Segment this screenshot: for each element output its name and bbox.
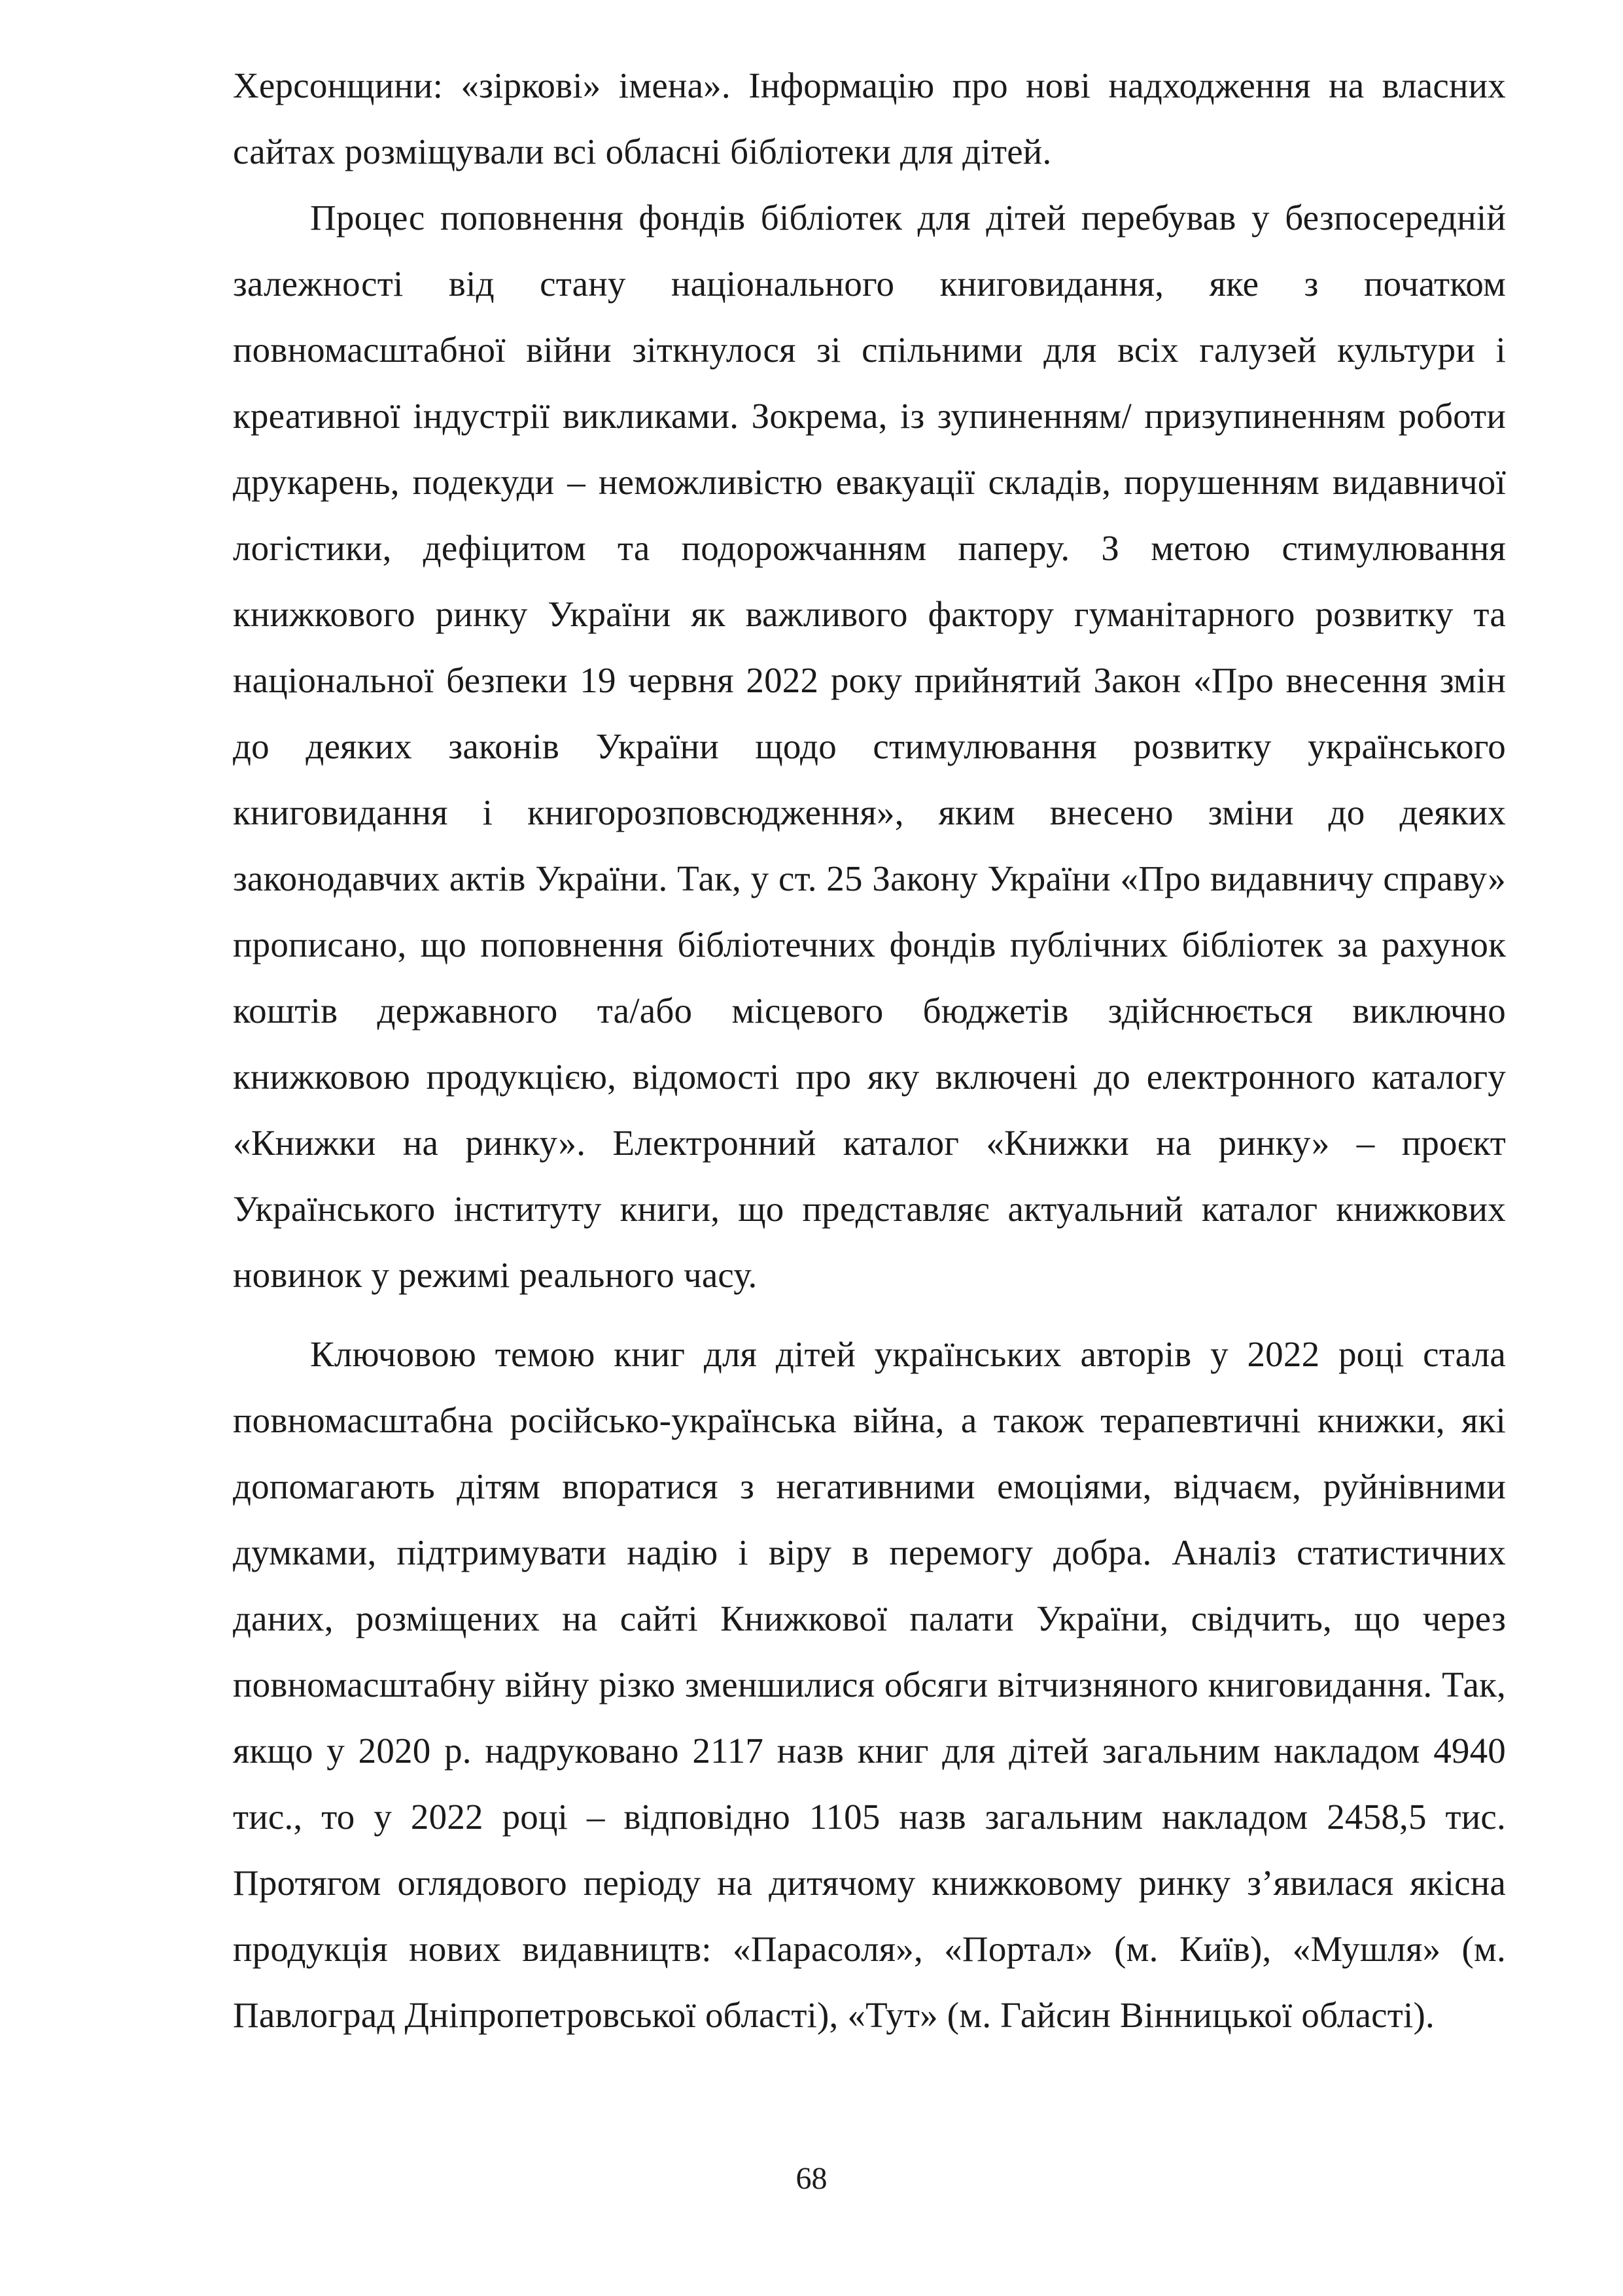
page-number: 68 [795,2161,828,2196]
paragraph-continuation: Херсонщини: «зіркові» імена». Інформацію про нові надходження на власних сайтах розміщували всі обласні бібліотеки для дітей. [233,65,1506,171]
document-body [233,52,1506,2048]
paragraph-book-funds: Процес поповнення фондів бібліотек для дітей перебував у безпосередній залежності від стану національного книговидання, яке з початком повномасштабної війни зіткнулося зі спільними для всіх галузей культури і креативної індустрії викликами. Зокрема, із зупиненням/ призупиненням роботи друкарень, подекуди – неможливістю евакуації складів, порушенням видавничої логістики, дефіцитом та подорожчанням паперу. З метою стимулювання книжкового ринку України як важливого фактору гуманітарного розвитку та національної безпеки 19 червня 2022 року прийнятий Закон «Про внесення змін до деяких законів України щодо стимулювання розвитку українського книговидання і книгорозповсюдження», яким внесено зміни до деяких законодавчих актів України. Так, у ст. 25 Закону України «Про видавничу справу» прописано, що поповнення бібліотечних фондів публічних бібліотек за рахунок коштів державного та/або місцевого бюджетів здійснюється виключно книжковою продукцією, відомості про яку включені до електронного каталогу «Книжки на ринку». Електронний каталог «Книжки на ринку» – проєкт Українського інституту книги, що представляє актуальний каталог книжкових новинок у режимі реального часу. [233,198,1506,1295]
paragraph-book-themes: Ключовою темою книг для дітей українських авторів у 2022 році стала повномасштабна російсько-українська війна, а також терапевтичні книжки, які допомагають дітям впоратися з негативними емоціями, відчаєм, руйнівними думками, підтримувати надію і віру в перемогу добра. Аналіз статистичних даних, розміщених на сайті Книжкової палати України, свідчить, що через повномасштабну війну різко зменшилися обсяги вітчизняного книговидання. Так, якщо у 2020 р. надруковано 2117 назв книг для дітей загальним накладом 4940 тис., то у 2022 році – відповідно 1105 назв загальним накладом 2458,5 тис. Протягом оглядового періоду на дитячому книжковому ринку з’явилася якісна продукція нових видавництв: «Парасоля», «Портал» (м. Київ), «Мушля» (м. Павлоград Дніпропетровської області), «Тут» (м. Гайсин Вінницької області). [233,1334,1506,2035]
